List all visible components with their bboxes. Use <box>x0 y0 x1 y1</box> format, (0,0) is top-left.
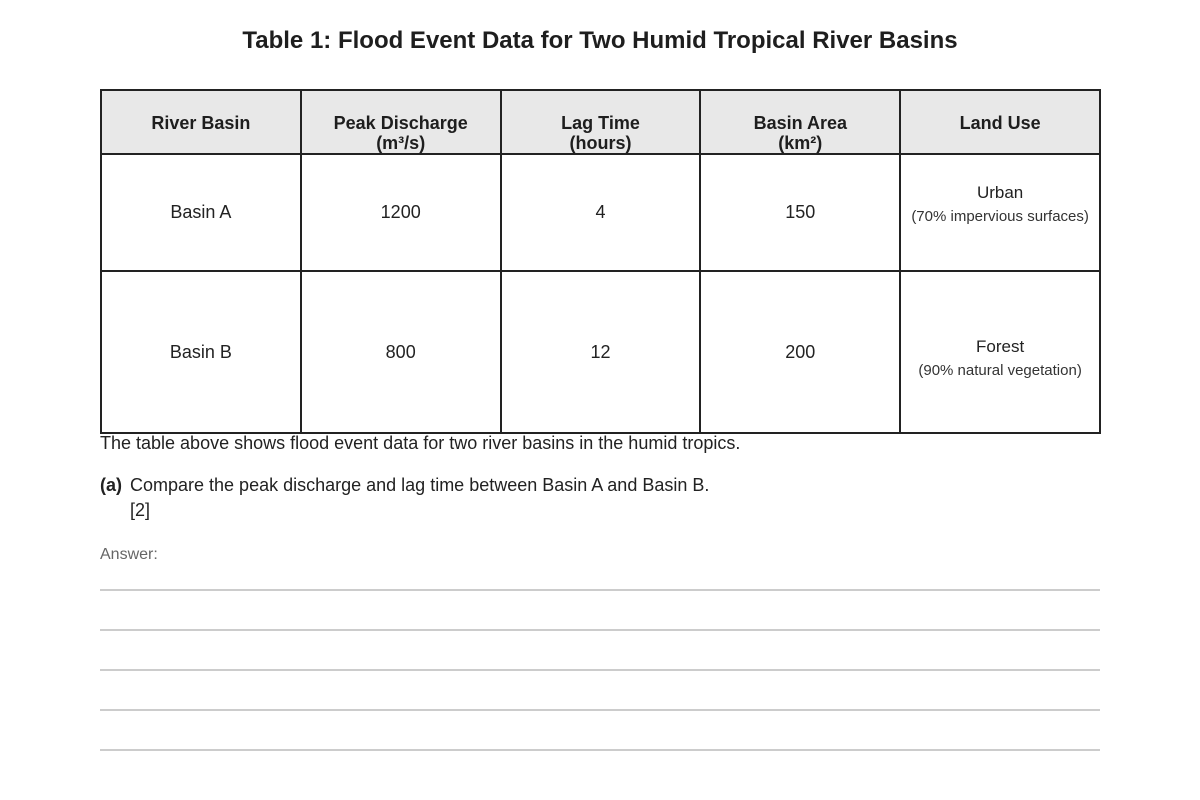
header-river-basin: River Basin <box>101 90 301 154</box>
table-row <box>101 154 1100 271</box>
answer-line[interactable] <box>100 709 1100 711</box>
cell-peak-discharge: 1200 <box>301 154 501 271</box>
answer-label: Answer: <box>100 546 158 563</box>
answer-line[interactable] <box>100 749 1100 751</box>
land-use-detail: (70% impervious surfaces) <box>911 208 1089 225</box>
cell-peak-discharge: 800 <box>301 271 501 433</box>
intro-text: The table above shows flood event data for two river basins in the humid tropics. <box>100 433 741 453</box>
land-use-detail: (90% natural vegetation) <box>918 361 1082 379</box>
answer-line[interactable] <box>100 589 1100 591</box>
cell-lag-time: 12 <box>501 271 701 433</box>
cell-basin-name: Basin B <box>101 271 301 433</box>
answer-line[interactable] <box>100 669 1100 671</box>
land-use-type: Urban <box>976 183 1024 202</box>
question-a <box>100 473 830 523</box>
answer-line[interactable] <box>100 629 1100 631</box>
header-land-use: Land Use <box>900 90 1100 154</box>
land-use-type: Forest <box>976 336 1025 356</box>
cell-basin-name: Basin A <box>101 154 301 271</box>
header-lag-time: Lag Time (hours) <box>501 90 701 154</box>
header-peak-discharge: Peak Discharge (m³/s) <box>301 90 501 154</box>
cell-land-use <box>900 271 1100 433</box>
cell-land-use <box>900 154 1100 271</box>
cell-lag-time: 4 <box>501 154 701 271</box>
cell-basin-area: 200 <box>700 271 900 433</box>
question-marks: [2] <box>130 500 151 520</box>
cell-basin-area: 150 <box>700 154 900 271</box>
question-label: (a) <box>100 475 122 495</box>
question-body <box>130 473 830 523</box>
page-title: Table 1: Flood Event Data for Two Humid Tropical River Basins <box>242 27 958 54</box>
question-text: Compare the peak discharge and lag time between Basin A and Basin B. <box>130 475 710 495</box>
flood-data-table <box>100 89 1101 434</box>
table-row <box>101 271 1100 433</box>
table-header-row <box>101 90 1100 154</box>
header-basin-area: Basin Area (km²) <box>700 90 900 154</box>
